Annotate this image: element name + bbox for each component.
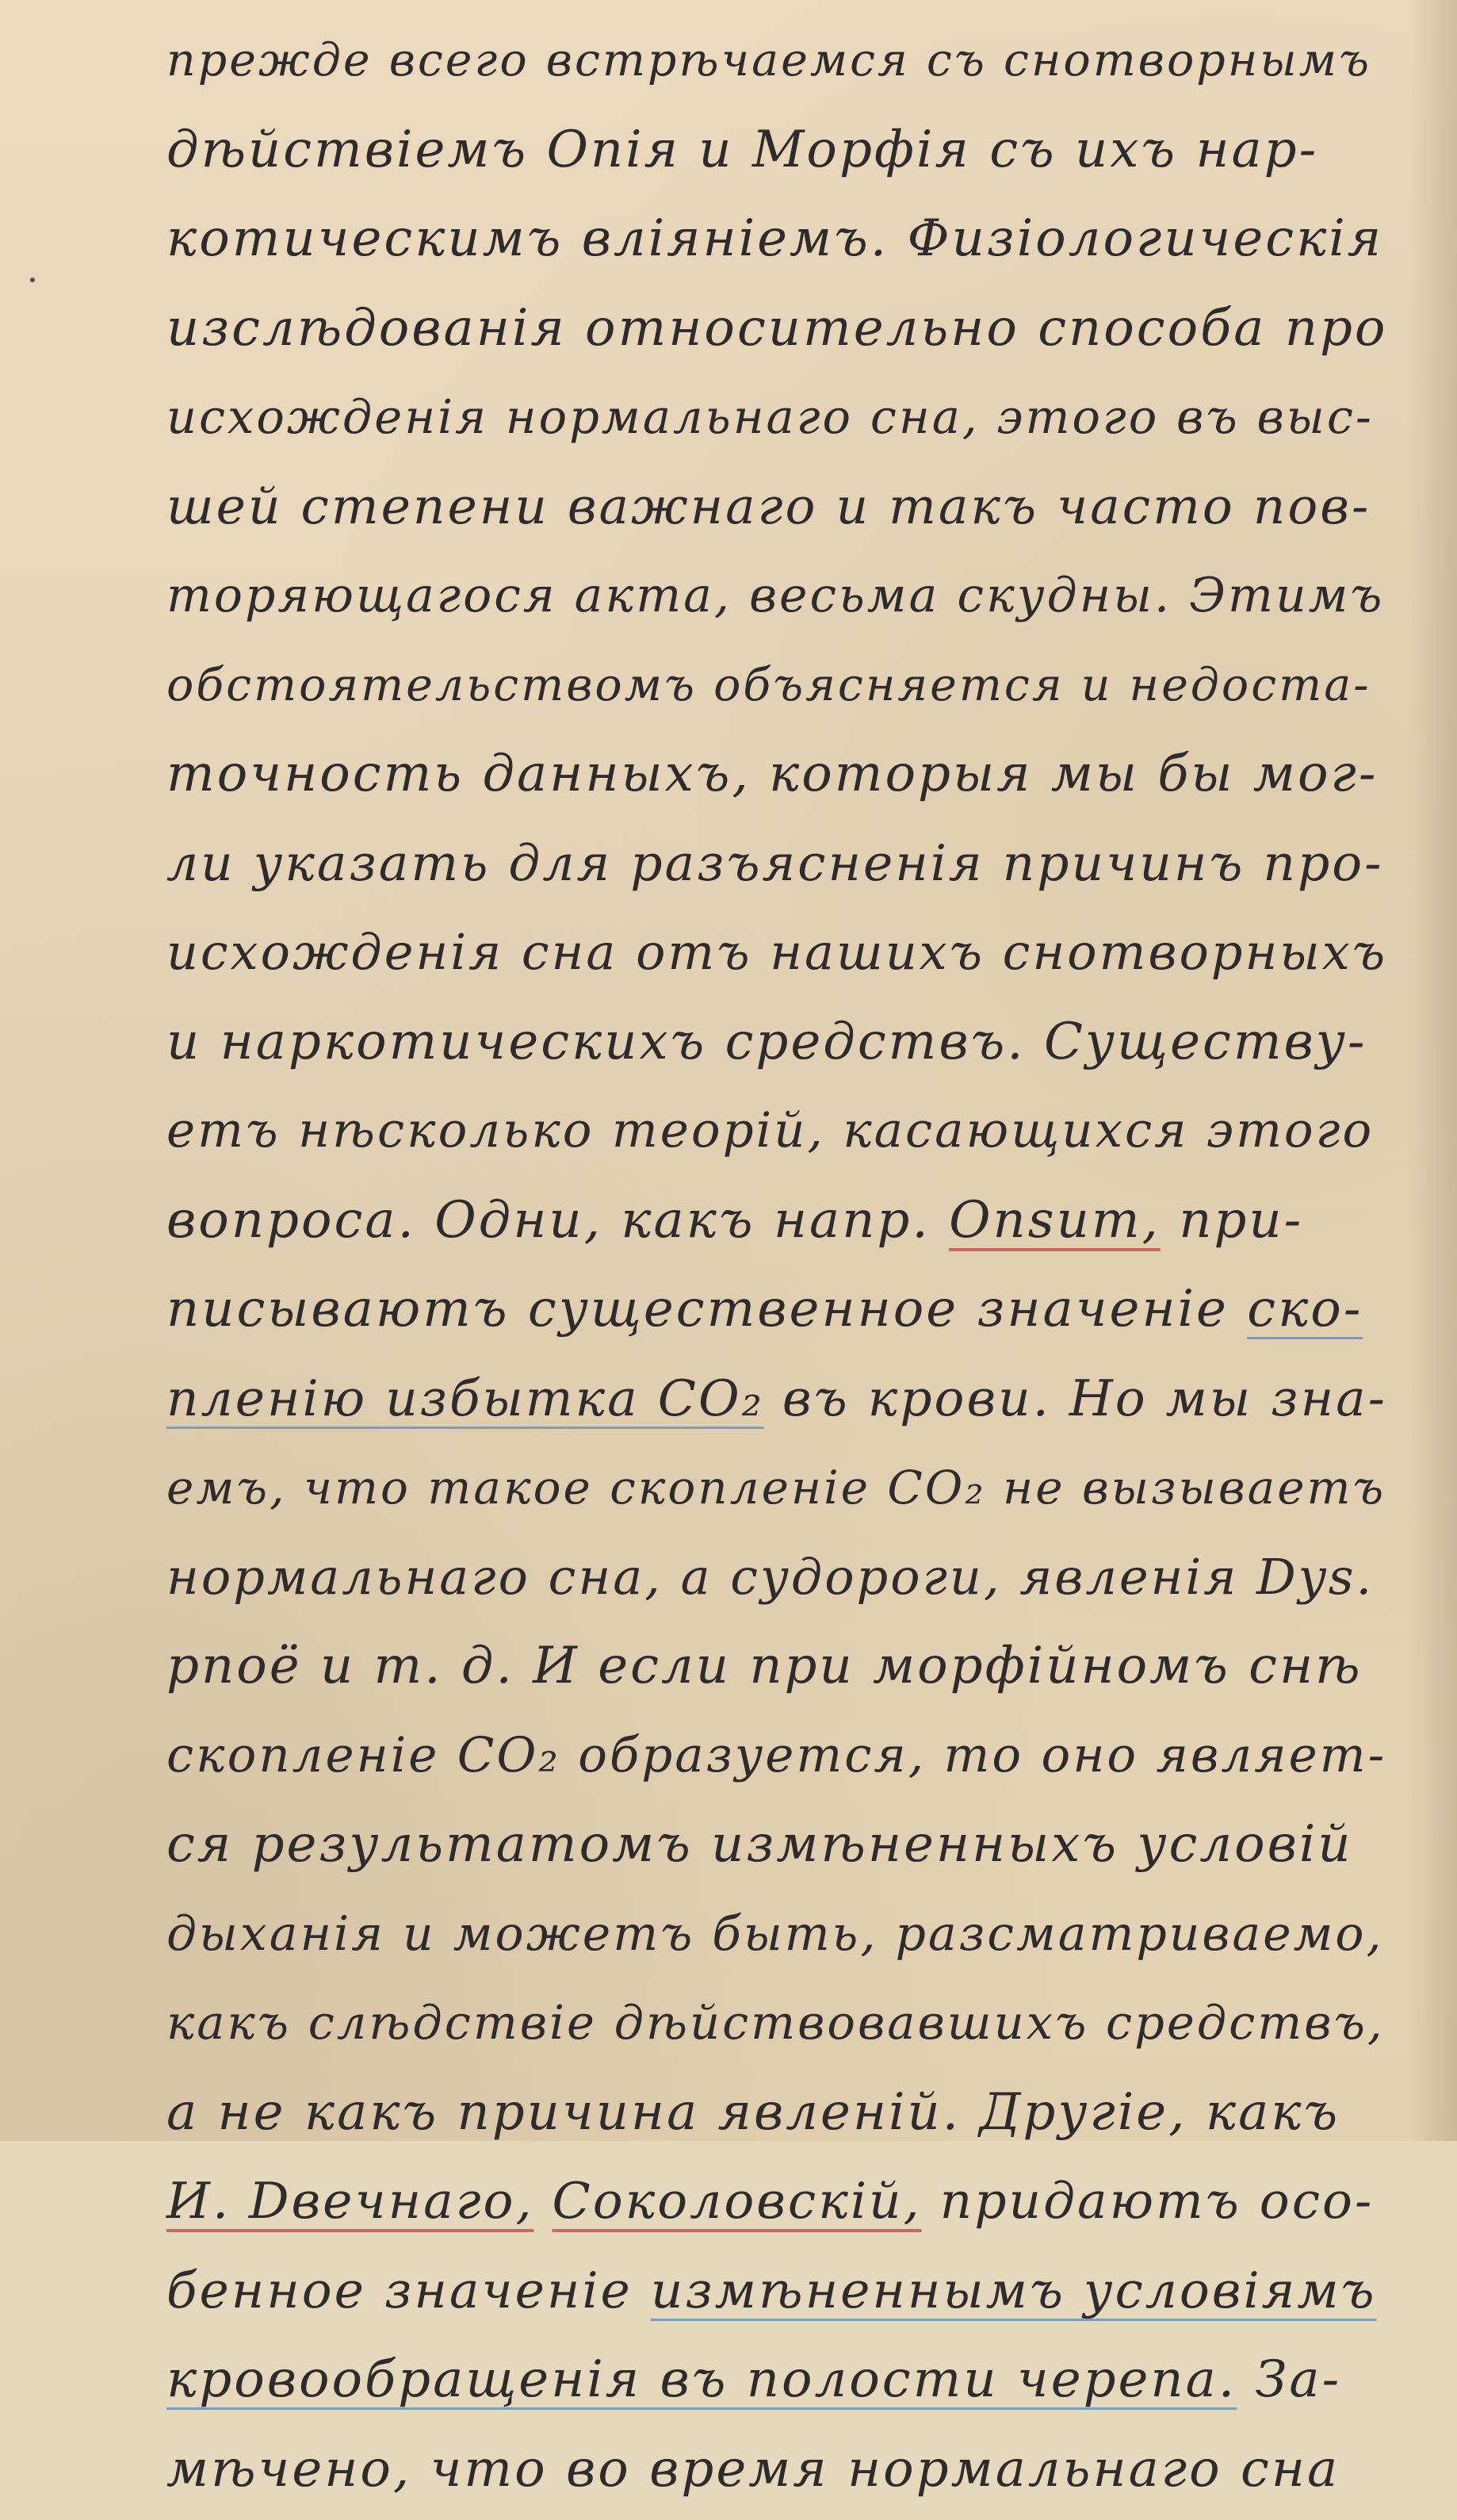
text-line (166, 1182, 1387, 1272)
text-line (166, 1004, 1387, 1093)
underlined-phrase: пленію избытка CO₂ (166, 1369, 764, 1427)
text-line (166, 1539, 1387, 1629)
text-segment: За- (1237, 2350, 1341, 2409)
text-line (166, 2253, 1387, 2342)
text-segment: скопленіе CO₂ образуется, то оно являет- (166, 1727, 1386, 1783)
text-line (166, 557, 1387, 647)
text-segment: емъ, что такое скопленіе CO₂ не вызываетъ (166, 1461, 1386, 1515)
page-edge-shadow (1409, 0, 1457, 2141)
text-line (166, 2074, 1387, 2164)
text-segment: прежде всего встрѣчаемся съ снотворнымъ (166, 34, 1371, 86)
text-line (166, 1093, 1387, 1182)
text-line (166, 1718, 1387, 1807)
text-line (166, 1896, 1387, 1986)
text-segment: исхожденія сна отъ нашихъ снотворныхъ (166, 923, 1387, 981)
text-segment: шей степени важнаго и такъ часто пов- (166, 477, 1371, 535)
text-segment: какъ слѣдствіе дѣйствовавшихъ средствъ, (166, 1995, 1385, 2050)
text-segment: дѣйствіемъ Опія и Морфія съ ихъ нар- (166, 121, 1318, 179)
margin-ink-dot (30, 278, 35, 282)
text-line (166, 914, 1387, 1004)
text-segment: въ крови. Но мы зна- (764, 1369, 1387, 1427)
text-line (166, 2342, 1387, 2431)
text-line (166, 22, 1387, 112)
text-line (166, 1628, 1387, 1718)
text-segment: и наркотическихъ средствъ. Существу- (166, 1013, 1367, 1071)
text-line (166, 1271, 1387, 1361)
underlined-phrase: Onsum, (949, 1191, 1161, 1250)
text-segment: при- (1161, 1191, 1303, 1250)
text-segment (534, 2172, 553, 2230)
text-line (166, 379, 1387, 469)
text-segment: дыханія и можетъ быть, разсматриваемо, (166, 1906, 1384, 1962)
underlined-phrase: кровообращенія въ полости черепа. (166, 2350, 1237, 2409)
text-segment: етъ нѣсколько теорій, касающихся этого (166, 1102, 1374, 1159)
text-line (166, 201, 1387, 290)
text-line (166, 469, 1387, 558)
text-line (166, 736, 1387, 825)
underlined-phrase: Соколовскій, (553, 2172, 922, 2230)
text-segment: вопроса. Одни, какъ напр. (166, 1191, 949, 1250)
text-segment: придаютъ осо- (922, 2172, 1375, 2230)
text-segment: изслѣдованія относительно способа про (166, 299, 1387, 358)
text-segment: обстоятельствомъ объясняется и недоста- (166, 659, 1371, 711)
text-line (166, 1985, 1387, 2074)
text-segment: котическимъ вліяніемъ. Физіологическія (166, 209, 1383, 268)
text-line (166, 112, 1387, 201)
text-line (166, 2431, 1387, 2520)
text-line (166, 1450, 1387, 1539)
text-segment: pnoë и т. д. И если при морфійномъ снѣ (166, 1637, 1363, 1695)
text-segment: мѣчено, что во время нормальнаго сна (166, 2440, 1340, 2499)
text-segment: писываютъ существенное значеніе (166, 1280, 1247, 1339)
text-segment: исхожденія нормальнаго сна, этого въ выс- (166, 389, 1374, 444)
text-line (166, 1361, 1387, 1450)
text-segment: ли указать для разъясненія причинъ про- (166, 834, 1383, 892)
handwritten-text-block (166, 22, 1387, 2520)
underlined-phrase: измѣненнымъ условіямъ (651, 2261, 1377, 2319)
underlined-phrase: ско- (1247, 1280, 1363, 1339)
underlined-phrase: И. Dвечнаго, (166, 2172, 534, 2230)
text-segment: ся результатомъ измѣненныхъ условій (166, 1815, 1353, 1874)
text-segment: нормальнаго сна, а судороги, явленія Dys. (166, 1548, 1374, 1606)
text-line (166, 2163, 1387, 2253)
text-segment: точность данныхъ, которыя мы бы мог- (166, 745, 1378, 803)
text-segment: а не какъ причина явленій. Другіе, какъ (166, 2083, 1340, 2142)
text-line (166, 825, 1387, 915)
text-segment: торяющагося акта, весьма скудны. Этимъ (166, 568, 1384, 623)
text-line (166, 1806, 1387, 1896)
text-segment: бенное значеніе (166, 2261, 651, 2319)
text-line (166, 290, 1387, 380)
text-line (166, 647, 1387, 737)
